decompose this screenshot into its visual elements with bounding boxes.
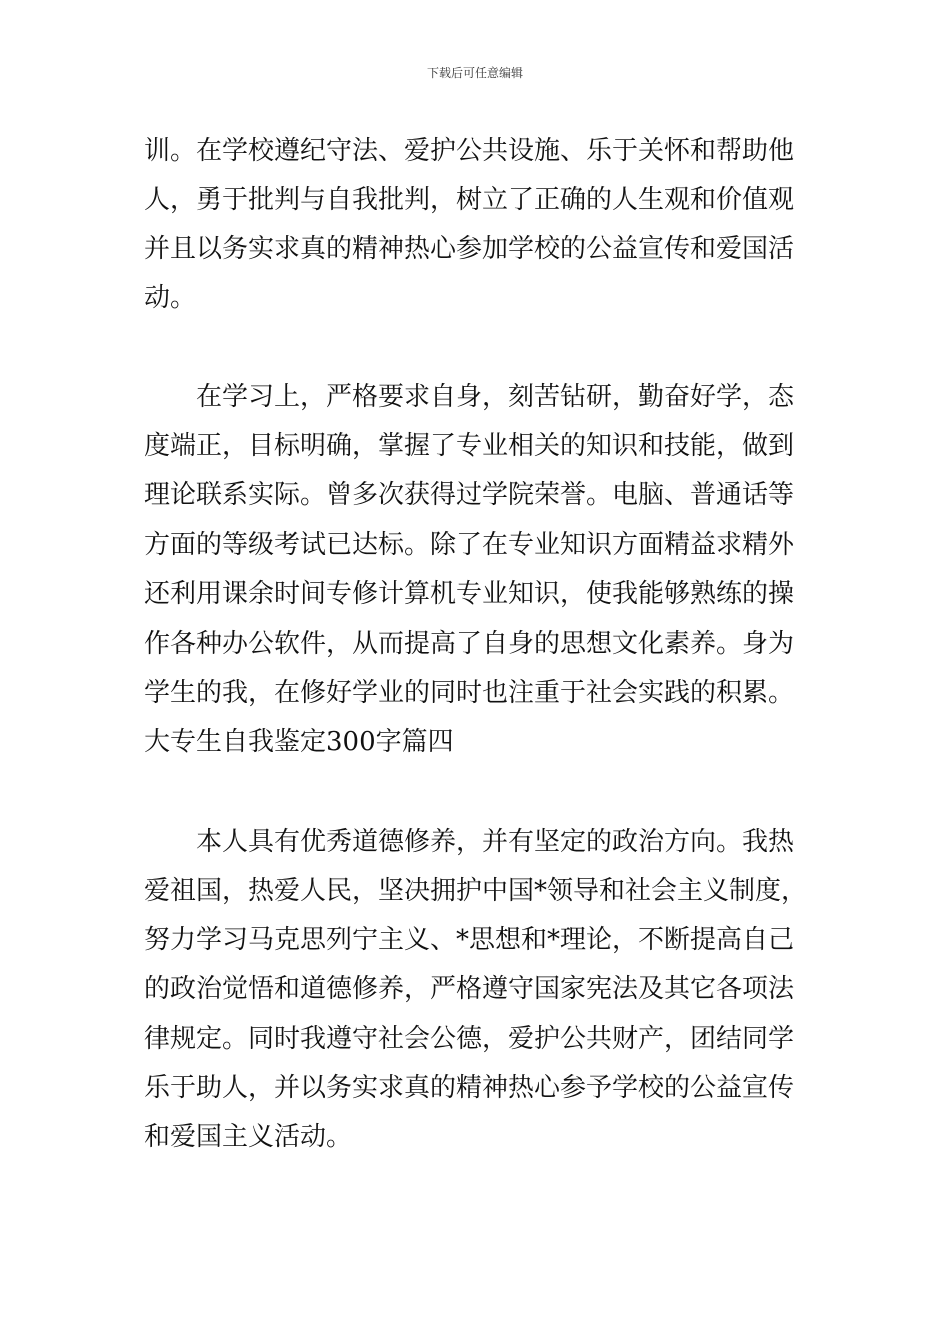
paragraph-1-line-1: 训。在学校遵纪守法、爱护公共设施、乐于关怀和帮助他: [144, 136, 795, 166]
paragraph-1-line-3: 并且以务实求真的精神热心参加学校的公益宣传和爱国活: [144, 234, 795, 264]
paragraph-2-line-3: 理论联系实际。曾多次获得过学院荣誉。电脑、普通话等: [144, 480, 795, 510]
paragraph-3-line-6: 乐于助人，并以务实求真的精神热心参予学校的公益宣传: [144, 1073, 795, 1103]
paragraph-3-line-4: 的政治觉悟和道德修养，严格遵守国家宪法及其它各项法: [144, 974, 795, 1004]
paragraph-1-line-4: 动。: [144, 283, 197, 313]
paragraph-3-line-3: 努力学习马克思列宁主义、*思想和*理论，不断提高自己: [144, 925, 795, 955]
paragraph-2-line-4: 方面的等级考试已达标。除了在专业知识方面精益求精外: [144, 530, 795, 560]
paragraph-2-line-6: 作各种办公软件，从而提高了自身的思想文化素养。身为: [144, 629, 795, 659]
paragraph-2-line-1: 在学习上，严格要求自身，刻苦钻研，勤奋好学，态: [196, 382, 795, 412]
paragraph-2-line-2: 度端正，目标明确，掌握了专业相关的知识和技能，做到: [144, 431, 795, 461]
paragraph-2-line-5: 还利用课余时间专修计算机专业知识，使我能够熟练的操: [144, 579, 795, 609]
paragraph-3-line-1: 本人具有优秀道德修养，并有坚定的政治方向。我热: [196, 827, 795, 857]
paragraph-3-line-5: 律规定。同时我遵守社会公德，爱护公共财产，团结同学: [144, 1024, 795, 1054]
page-header: 下载后可任意编辑: [426, 66, 523, 80]
paragraph-2-line-7: 学生的我，在修好学业的同时也注重于社会实践的积累。: [144, 678, 795, 708]
paragraph-3-line-7: 和爱国主义活动。: [144, 1122, 353, 1152]
paragraph-3-line-2: 爱祖国，热爱人民，坚决拥护中国*领导和社会主义制度，: [144, 876, 808, 906]
section-heading: 大专生自我鉴定300字篇四: [144, 727, 454, 757]
paragraph-1-line-2: 人，勇于批判与自我批判，树立了正确的人生观和价值观: [144, 185, 795, 215]
